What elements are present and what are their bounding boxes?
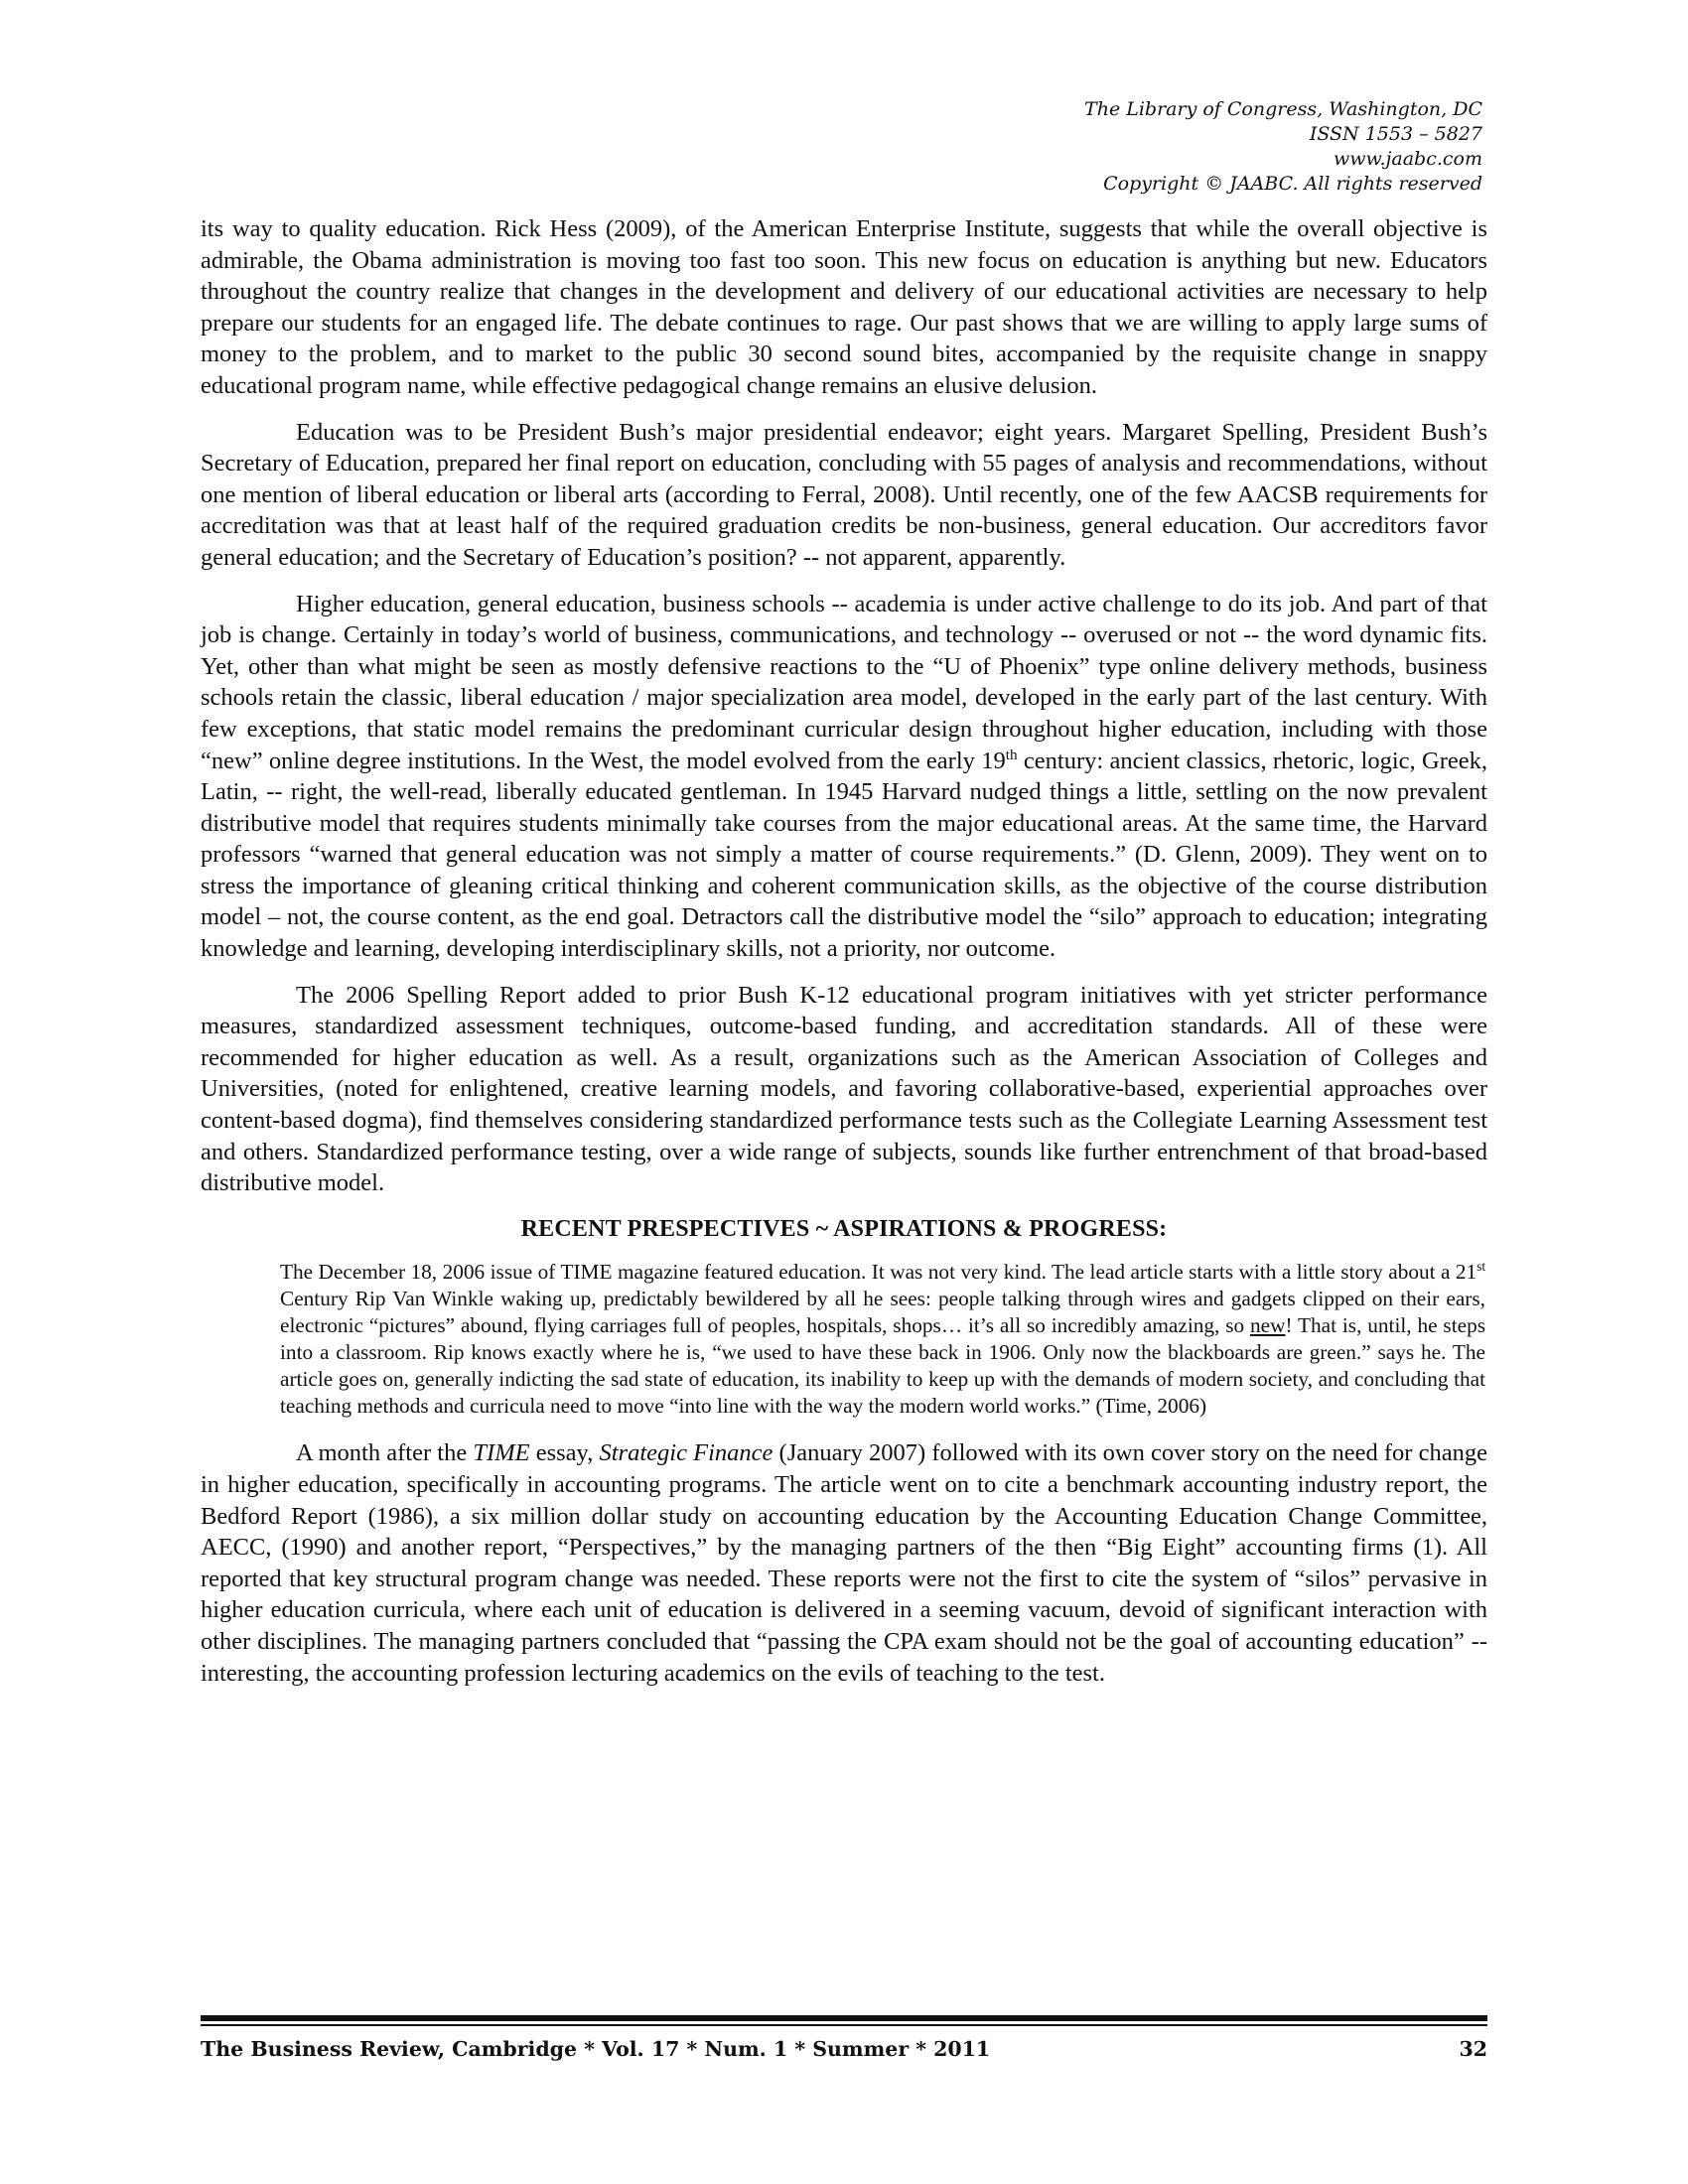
paragraph-2: Education was to be President Bush’s major presidential endeavor; eight years. Margaret Spelling, President Bush’s Secretary of Education, prepared her final report on education, concluding with 55 pages of analysis and recommendations, without one mention of liberal education or liberal arts (according to Ferral, 2008). Until recently, one of the few AACSB requirements for accreditation was that at least half of the required graduation credits be non-business, general education. Our accreditors favor general education; and the Secretary of Education’s position? -- not apparent, apparently. xyxy=(201,418,1487,571)
italic-strategic-finance: Strategic Finance xyxy=(599,1439,774,1467)
paragraph-3-text-b: century: ancient classics, rhetoric, logic, Greek, Latin, -- right, the well-read, liberally educated gentleman. In 1945 Harvard nudged things a little, settling on the now prevalent distributive model that requires students minimally take courses from the major educational areas. At the same time, the Harvard professors “warned that general education was not simply a matter of course requirements.” (D. Glenn, 2009). They went on to stress the importance of gleaning critical thinking and coherent communication skills, as the objective of the course distribution model – not, the course content, as the end goal. Detractors call the distributive model the “silo” approach to education; integrating knowledge and learning, developing interdisciplinary skills, not a priority, nor outcome. xyxy=(201,747,1487,963)
superscript-st: st xyxy=(1477,1259,1485,1275)
paragraph-3 xyxy=(201,589,1487,965)
paragraph-1: its way to quality education. Rick Hess (2009), of the American Enterprise Institute, suggests that while the overall objective is admirable, the Obama administration is moving too fast too soon. This new focus on education is anything but new. Educators throughout the country realize that changes in the development and delivery of our educational activities are necessary to help prepare our students for an engaged life. The debate continues to rage. Our past shows that we are willing to apply large sums of money to the problem, and to market to the public 30 second sound bites, accompanied by the requisite change in snappy educational program name, while effective pedagogical change remains an elusive delusion. xyxy=(201,215,1487,399)
block-quote xyxy=(280,1259,1485,1420)
paragraph-5 xyxy=(201,1437,1487,1689)
quote-text-c: ! That is, until, he steps into a classroom. Rip knows exactly where he is, “we used to have these back in 1906. Only now the blackboards are green.” says he. The article goes on, generally indicting the sad state of education, its inability to keep up with the demands of modern society, and concluding that teaching methods and curricula need to move “into line with the way the modern world works.” (Time, 2006) xyxy=(280,1313,1486,1419)
masthead xyxy=(887,97,1482,197)
masthead-issn: ISSN 1553 – 5827 xyxy=(1309,123,1482,145)
footer-rule-thick xyxy=(201,2015,1487,2021)
quote-text-a: The December 18, 2006 issue of TIME magazine featured education. It was not very kind. The lead article starts with a little story about a 21 xyxy=(280,1260,1477,1285)
section-heading: RECENT PRESPECTIVES ~ ASPIRATIONS & PROGRESS: xyxy=(520,1215,1168,1242)
quote-text-b: Century Rip Van Winkle waking up, predictably bewildered by all he sees: people talking through wires and gadgets clipped on their ears, electronic “pictures” abound, flying carriages full of peoples, hospitals, shops… it’s all so incredibly amazing, so xyxy=(280,1287,1485,1338)
paragraph-4: The 2006 Spelling Report added to prior Bush K-12 educational program initiatives with yet stricter performance measures, standardized assessment techniques, outcome-based funding, and accreditation standards. All of these were recommended for higher education as well. As a result, organizations such as the American Association of Colleges and Universities, (noted for enlightened, creative learning models, and favoring collaborative-based, experiential approaches over content-based dogma), find themselves considering standardized performance tests such as the Collegiate Learning Assessment test and others. Standardized performance testing, over a wide range of subjects, sounds like further entrenchment of that broad-based distributive model. xyxy=(201,981,1487,1197)
footer-rule-thin xyxy=(201,2024,1487,2026)
italic-time: TIME xyxy=(473,1439,530,1467)
paragraph-3-text-a: Higher education, general education, business schools -- academia is under active challenge to do its job. And part of that job is change. Certainly in today’s world of business, communications, and technology -- overused or not -- the word dynamic fits. Yet, other than what might be seen as mostly defensive reactions to the “U of Phoenix” type online delivery methods, business schools retain the classic, liberal education / major specialization area model, developed in the early part of the last century. With few exceptions, that static model remains the predominant curricular design throughout higher education, including with those “new” online degree institutions. In the West, the model evolved from the early 19 xyxy=(201,590,1487,774)
masthead-copyright: Copyright © JAABC. All rights reserved xyxy=(1103,173,1482,195)
masthead-website: www.jaabc.com xyxy=(1333,148,1482,170)
paragraph-5-text-b: essay, xyxy=(529,1439,600,1467)
quote-underlined-word: new xyxy=(1250,1313,1286,1338)
paragraph-5-text-a: A month after the xyxy=(296,1439,474,1467)
masthead-library: The Library of Congress, Washington, DC xyxy=(1084,98,1482,120)
article-body xyxy=(201,213,1487,1704)
superscript-th: th xyxy=(1005,746,1018,763)
paragraph-5-text-c: (January 2007) followed with its own cover story on the need for change in higher education, specifically in accounting programs. The article went on to cite a benchmark accounting industry report, the Bedford Report (1986), a six million dollar study on accounting education by the Accounting Education Change Committee, AECC, (1990) and another report, “Perspectives,” by the managing partners of the then “Big Eight” accounting firms (1). All reported that key structural program change was needed. These reports were not the first to cite the system of “silos” pervasive in higher education curricula, where each unit of education is delivered in a seeming vacuum, devoid of significant interaction with other disciplines. The managing partners concluded that “passing the CPA exam should not be the goal of accounting education” -- interesting, the accounting profession lecturing academics on the evils of teaching to the test. xyxy=(201,1439,1487,1687)
footer-journal: The Business Review, Cambridge * Vol. 17 * Num. 1 * Summer * 2011 xyxy=(201,2037,991,2061)
page-footer xyxy=(201,2037,1487,2067)
page-number: 32 xyxy=(1459,2037,1487,2061)
